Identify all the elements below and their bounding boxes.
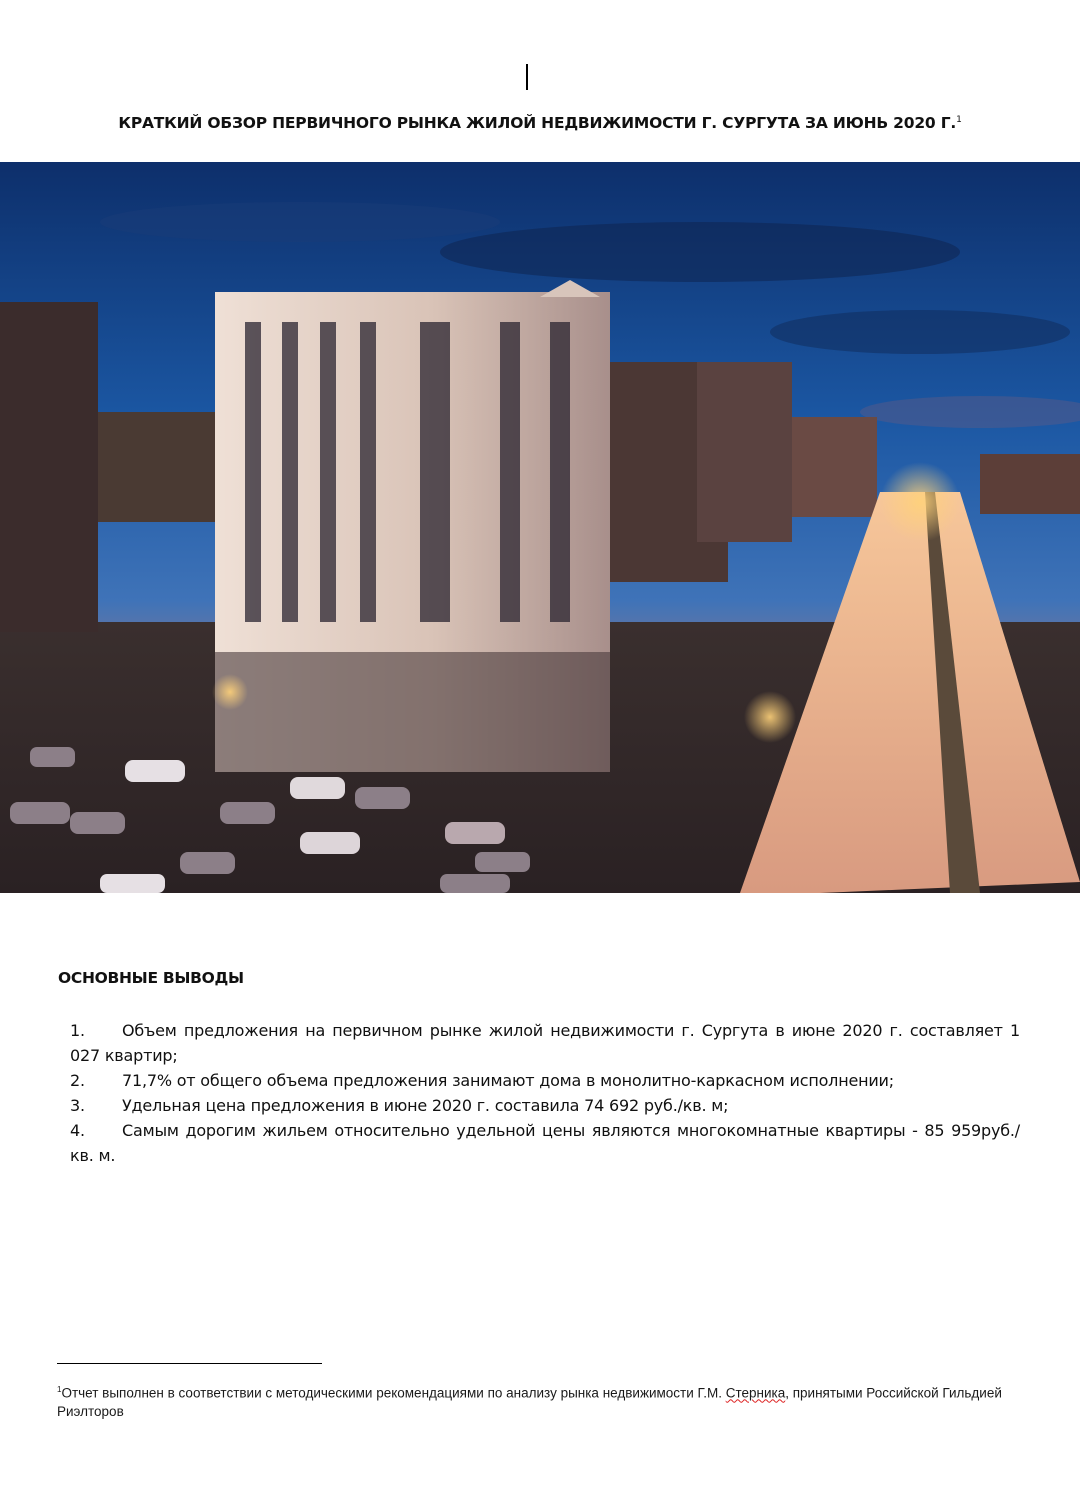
findings-item xyxy=(70,1068,1020,1093)
footnote-text-before: Отчет выполнен в соответствии с методическими рекомендациями по анализу рынка недвижимости Г.М. xyxy=(61,1385,726,1401)
findings-item-text: Удельная цена предложения в июне 2020 г. составила 74 692 руб./кв. м; xyxy=(122,1096,729,1115)
findings-item-number: 3. xyxy=(70,1096,85,1115)
findings-heading: ОСНОВНЫЕ ВЫВОДЫ xyxy=(58,969,244,987)
findings-item-number: 4. xyxy=(70,1121,85,1140)
findings-item-text: Самым дорогим жильем относительно удельной цены являются многокомнатные квартиры - 85 959руб./кв. м. xyxy=(70,1121,1020,1165)
findings-item-text: 71,7% от общего объема предложения занимают дома в монолитно-каркасном исполнении; xyxy=(122,1071,894,1090)
findings-item-text: Объем предложения на первичном рынке жилой недвижимости г. Сургута в июне 2020 г. составляет 1 027 квартир; xyxy=(70,1021,1020,1065)
title-footnote-mark: 1 xyxy=(956,114,962,125)
footnote xyxy=(57,1381,1017,1421)
findings-item xyxy=(70,1018,1020,1068)
findings-list xyxy=(70,1018,1020,1168)
findings-item-number: 2. xyxy=(70,1071,85,1090)
document-title-text: КРАТКИЙ ОБЗОР ПЕРВИЧНОГО РЫНКА ЖИЛОЙ НЕДВИЖИМОСТИ Г. СУРГУТА ЗА ИЮНЬ 2020 Г. xyxy=(118,114,957,132)
city-night-photo xyxy=(0,162,1080,893)
document-title xyxy=(0,114,1080,132)
footnote-mark: 1 xyxy=(57,1385,62,1394)
findings-item-number: 1. xyxy=(70,1021,85,1040)
footnote-separator xyxy=(57,1363,322,1364)
findings-item xyxy=(70,1093,1020,1118)
footnote-text-after: , принятыми Российской Гильдией Риэлторов xyxy=(57,1385,1002,1419)
findings-item xyxy=(70,1118,1020,1168)
text-cursor xyxy=(526,64,528,90)
footnote-misspelled-word[interactable]: Стерника xyxy=(725,1385,786,1401)
